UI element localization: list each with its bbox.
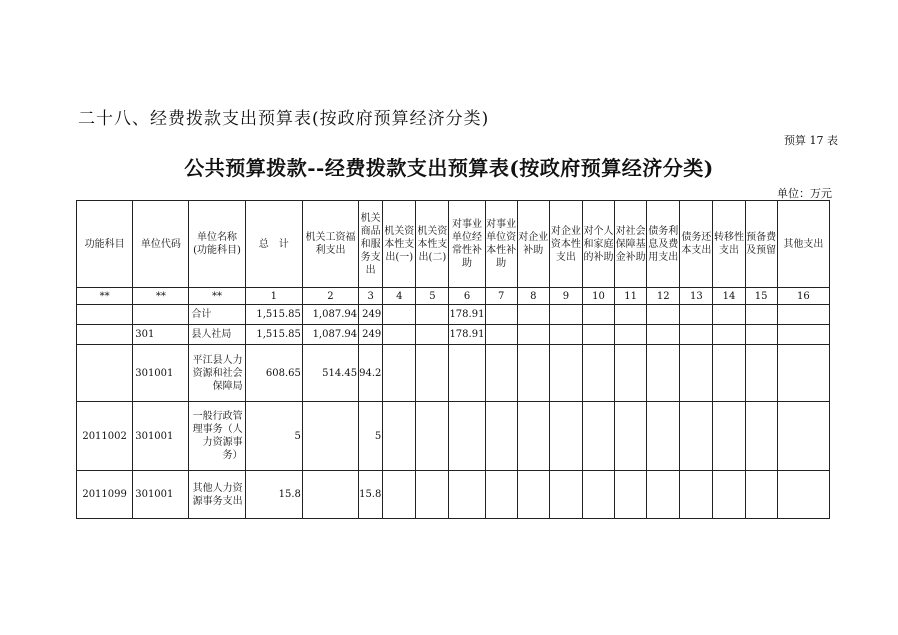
cell-c16 (777, 471, 829, 519)
index-cell: 7 (485, 288, 517, 305)
cell-c13 (680, 402, 713, 471)
unit-label: 单位：万元 (777, 187, 832, 200)
cell-c7 (485, 345, 517, 402)
cell-func: 2011002 (77, 402, 133, 471)
index-cell: 4 (383, 288, 416, 305)
index-cell: 3 (359, 288, 383, 305)
index-cell: 13 (680, 288, 713, 305)
header-c14: 转移性支出 (713, 201, 745, 288)
cell-c6 (449, 402, 485, 471)
index-cell: ** (77, 288, 133, 305)
cell-c11 (615, 471, 647, 519)
cell-c14 (713, 471, 745, 519)
header-c5: 机关资本性支出(二) (416, 201, 449, 288)
cell-c14 (713, 325, 745, 345)
cell-c15 (745, 345, 777, 402)
cell-c2: 1,087.94 (302, 305, 358, 325)
cell-c16 (777, 345, 829, 402)
cell-c4 (383, 471, 416, 519)
cell-c4 (383, 325, 416, 345)
header-c2: 机关工资福利支出 (302, 201, 358, 288)
cell-c8 (517, 345, 549, 402)
cell-code: 301001 (133, 402, 189, 471)
cell-c8 (517, 471, 549, 519)
index-cell: 5 (416, 288, 449, 305)
header-c13: 债务还本支出 (680, 201, 713, 288)
cell-c11 (615, 305, 647, 325)
cell-c12 (647, 402, 680, 471)
header-c10: 对个人和家庭的补助 (582, 201, 614, 288)
index-cell: 12 (647, 288, 680, 305)
index-cell: 16 (777, 288, 829, 305)
cell-c16 (777, 402, 829, 471)
header-c9: 对企业资本性支出 (549, 201, 582, 288)
cell-total: 608.65 (245, 345, 302, 402)
cell-c6: 178.91 (449, 305, 485, 325)
table-row-total (77, 305, 830, 325)
cell-c16 (777, 325, 829, 345)
cell-func (77, 325, 133, 345)
cell-c3: 249 (359, 305, 383, 325)
index-cell: 15 (745, 288, 777, 305)
cell-c3: 15.8 (359, 471, 383, 519)
cell-c6 (449, 471, 485, 519)
cell-code: 301001 (133, 471, 189, 519)
section-title: 二十八、经费拨款支出预算表(按政府预算经济分类) (78, 109, 490, 129)
cell-c11 (615, 325, 647, 345)
cell-c13 (680, 345, 713, 402)
cell-c5 (416, 345, 449, 402)
cell-c15 (745, 325, 777, 345)
cell-c13 (680, 305, 713, 325)
cell-c12 (647, 471, 680, 519)
cell-c11 (615, 402, 647, 471)
cell-name: 其他人力资源事务支出 (189, 471, 245, 519)
cell-c3: 94.2 (359, 345, 383, 402)
cell-c5 (416, 325, 449, 345)
header-c11: 对社会保障基金补助 (615, 201, 647, 288)
index-cell: 11 (615, 288, 647, 305)
cell-c10 (582, 305, 614, 325)
index-cell: 14 (713, 288, 745, 305)
cell-c3: 249 (359, 325, 383, 345)
cell-total: 15.8 (245, 471, 302, 519)
header-c16: 其他支出 (777, 201, 829, 288)
cell-name: 合计 (189, 305, 245, 325)
cell-c9 (549, 325, 582, 345)
cell-c14 (713, 345, 745, 402)
header-c4: 机关资本性支出(一) (383, 201, 416, 288)
cell-c15 (745, 305, 777, 325)
cell-c6 (449, 345, 485, 402)
cell-c15 (745, 402, 777, 471)
index-cell: 6 (449, 288, 485, 305)
cell-c3: 5 (359, 402, 383, 471)
cell-c13 (680, 325, 713, 345)
cell-c7 (485, 402, 517, 471)
cell-name: 县人社局 (189, 325, 245, 345)
index-cell: 10 (582, 288, 614, 305)
header-code: 单位代码 (133, 201, 189, 288)
cell-func (77, 345, 133, 402)
header-name (189, 201, 245, 288)
header-name-line2: (功能科目) (193, 245, 241, 256)
index-cell: 9 (549, 288, 582, 305)
cell-func: 2011099 (77, 471, 133, 519)
cell-code (133, 305, 189, 325)
cell-c14 (713, 402, 745, 471)
cell-c2: 1,087.94 (302, 325, 358, 345)
cell-c5 (416, 305, 449, 325)
cell-c10 (582, 402, 614, 471)
cell-c8 (517, 305, 549, 325)
cell-c9 (549, 471, 582, 519)
header-row (77, 201, 830, 288)
cell-c5 (416, 402, 449, 471)
table-row (77, 325, 830, 345)
cell-c7 (485, 325, 517, 345)
cell-c9 (549, 305, 582, 325)
table-number: 预算 17 表 (784, 134, 838, 147)
cell-c4 (383, 345, 416, 402)
cell-total: 1,515.85 (245, 305, 302, 325)
cell-c2 (302, 402, 358, 471)
cell-c4 (383, 402, 416, 471)
cell-c11 (615, 345, 647, 402)
page-title: 公共预算拨款--经费拨款支出预算表(按政府预算经济分类) (184, 156, 714, 180)
cell-name: 平江县人力资源和社会保障局 (189, 345, 245, 402)
index-cell: 8 (517, 288, 549, 305)
table-row (77, 471, 830, 519)
cell-c12 (647, 325, 680, 345)
cell-c12 (647, 305, 680, 325)
cell-c7 (485, 305, 517, 325)
table-row (77, 345, 830, 402)
cell-c10 (582, 345, 614, 402)
cell-name: 一般行政管理事务（人力资源事务） (189, 402, 245, 471)
cell-code: 301 (133, 325, 189, 345)
header-total: 总 计 (245, 201, 302, 288)
cell-func (77, 305, 133, 325)
cell-total: 1,515.85 (245, 325, 302, 345)
cell-c7 (485, 471, 517, 519)
cell-c13 (680, 471, 713, 519)
cell-c10 (582, 471, 614, 519)
cell-total: 5 (245, 402, 302, 471)
index-cell: ** (133, 288, 189, 305)
header-c3: 机关商品和服务支出 (359, 201, 383, 288)
cell-c2: 514.45 (302, 345, 358, 402)
cell-c16 (777, 305, 829, 325)
cell-c8 (517, 402, 549, 471)
index-row (77, 288, 830, 305)
cell-c4 (383, 305, 416, 325)
cell-c15 (745, 471, 777, 519)
header-c6: 对事业单位经常性补助 (449, 201, 485, 288)
cell-c8 (517, 325, 549, 345)
cell-code: 301001 (133, 345, 189, 402)
cell-c12 (647, 345, 680, 402)
cell-c6: 178.91 (449, 325, 485, 345)
cell-c5 (416, 471, 449, 519)
header-c7: 对事业单位资本性补助 (485, 201, 517, 288)
header-func: 功能科目 (77, 201, 133, 288)
table-row (77, 402, 830, 471)
header-c12: 债务利息及费用支出 (647, 201, 680, 288)
header-name-line1: 单位名称 (197, 232, 238, 243)
cell-c14 (713, 305, 745, 325)
header-c15: 预备费及预留 (745, 201, 777, 288)
index-cell: ** (189, 288, 245, 305)
cell-c10 (582, 325, 614, 345)
header-c8: 对企业补助 (517, 201, 549, 288)
cell-c9 (549, 345, 582, 402)
index-cell: 1 (245, 288, 302, 305)
index-cell: 2 (302, 288, 358, 305)
cell-c2 (302, 471, 358, 519)
budget-table (76, 200, 830, 519)
cell-c9 (549, 402, 582, 471)
